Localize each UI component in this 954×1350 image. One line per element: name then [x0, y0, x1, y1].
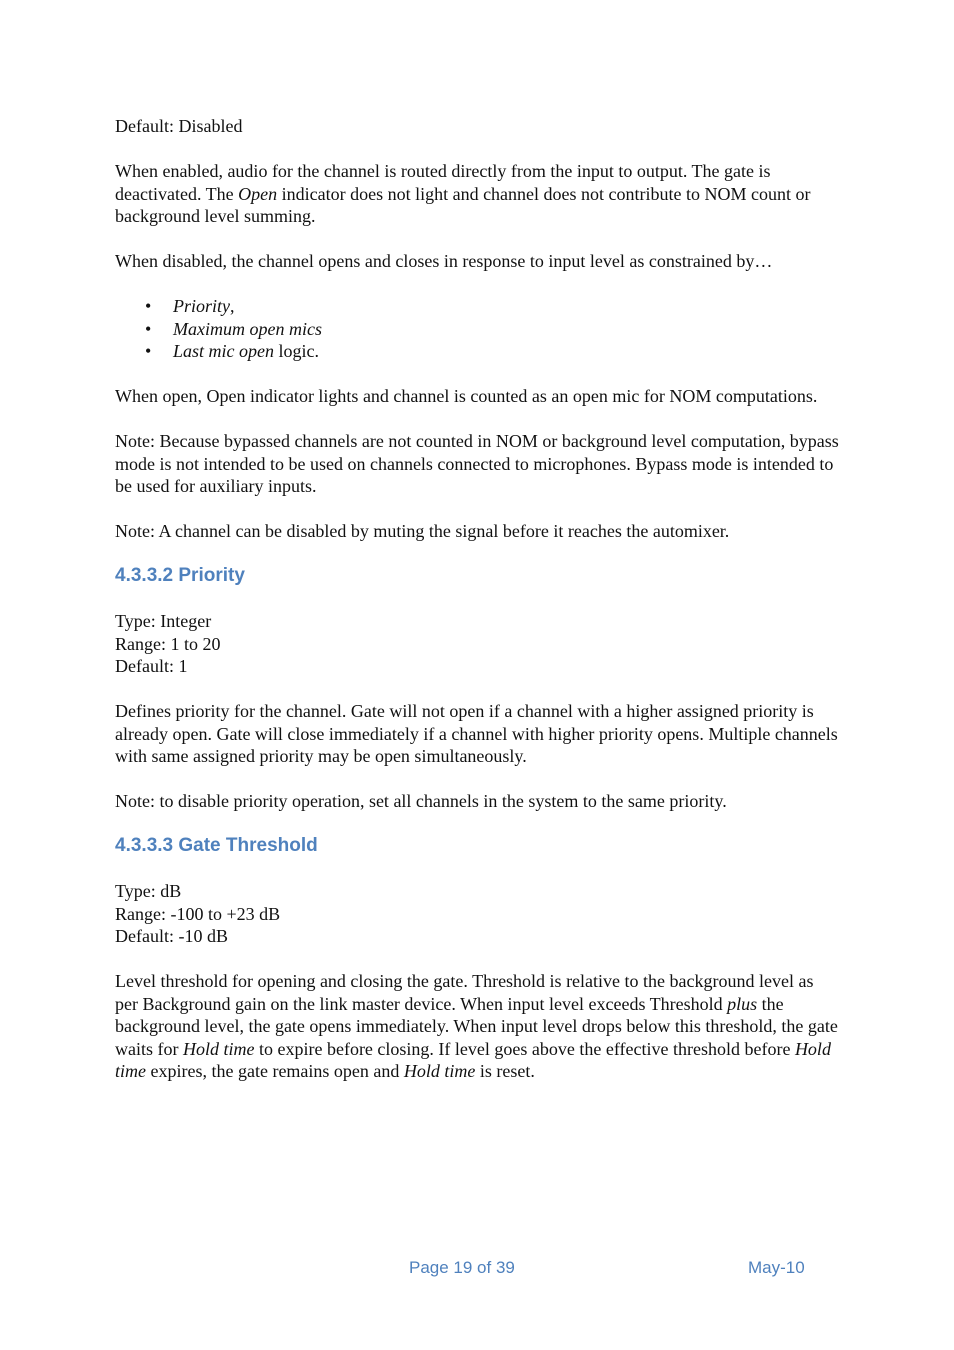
- document-body: [115, 115, 840, 1083]
- priority-type: Type: Integer: [115, 611, 212, 631]
- footer-date: May-10: [748, 1258, 805, 1277]
- list-item: • Priority,: [145, 296, 235, 316]
- priority-note: Note: to disable priority operation, set all channels in the system to the same priority.: [115, 791, 727, 811]
- gate-threshold-description: Level threshold for opening and closing the gate. Threshold is relative to the background level as per Background gain on the link master device. When input level exceeds Threshold plus the background level, the gate opens immediately. When input level drops below this threshold, the gate waits for Hold time to expire before closing. If level goes above the effective threshold before Hold time expires, the gate remains open and Hold time is reset.: [115, 971, 838, 1081]
- gate-threshold-heading: 4.3.3.3 Gate Threshold: [115, 835, 318, 856]
- priority-default: Default: 1: [115, 656, 188, 676]
- bypass-enabled-line-2: deactivated. The Open indicator does not light and channel does not contribute to NOM count or: [115, 183, 811, 204]
- disable-note: Note: A channel can be disabled by muting the signal before it reaches the automixer.: [115, 521, 730, 541]
- bypass-default: Default: Disabled: [115, 116, 243, 136]
- priority-description: Defines priority for the channel. Gate will not open if a channel with a higher assigned priority is already open. Gate will close immediately if a channel with higher priority opens. Multiple channels with same assigned priority may be open simultaneously.: [115, 701, 838, 766]
- bypass-disabled-intro: When disabled, the channel opens and closes in response to input level as constrained by…: [115, 251, 773, 271]
- gate-threshold-default: Default: -10 dB: [115, 926, 228, 946]
- bypass-enabled-line-1: When enabled, audio for the channel is routed directly from the input to output. The gate is: [115, 161, 771, 181]
- open-indicator-term: Open: [238, 183, 278, 204]
- list-item: • Maximum open mics: [145, 318, 322, 339]
- constraint-list: [115, 295, 840, 363]
- gate-threshold-range: Range: -100 to +23 dB: [115, 903, 281, 924]
- priority-range: Range: 1 to 20: [115, 633, 221, 654]
- open-note: When open, Open indicator lights and channel is counted as an open mic for NOM computations.: [115, 386, 818, 406]
- bypass-note: Note: Because bypassed channels are not counted in NOM or background level computation, bypass mode is not intended to be used on channels connected to microphones. Bypass mode is intended to be used for auxiliary inputs.: [115, 431, 839, 496]
- bypass-enabled-line-3: background level summing.: [115, 206, 316, 226]
- priority-heading: 4.3.3.2 Priority: [115, 565, 245, 586]
- list-item: • Last mic open logic.: [145, 341, 319, 361]
- gate-threshold-type: Type: dB: [115, 881, 182, 901]
- page-number: Page 19 of 39: [409, 1258, 515, 1277]
